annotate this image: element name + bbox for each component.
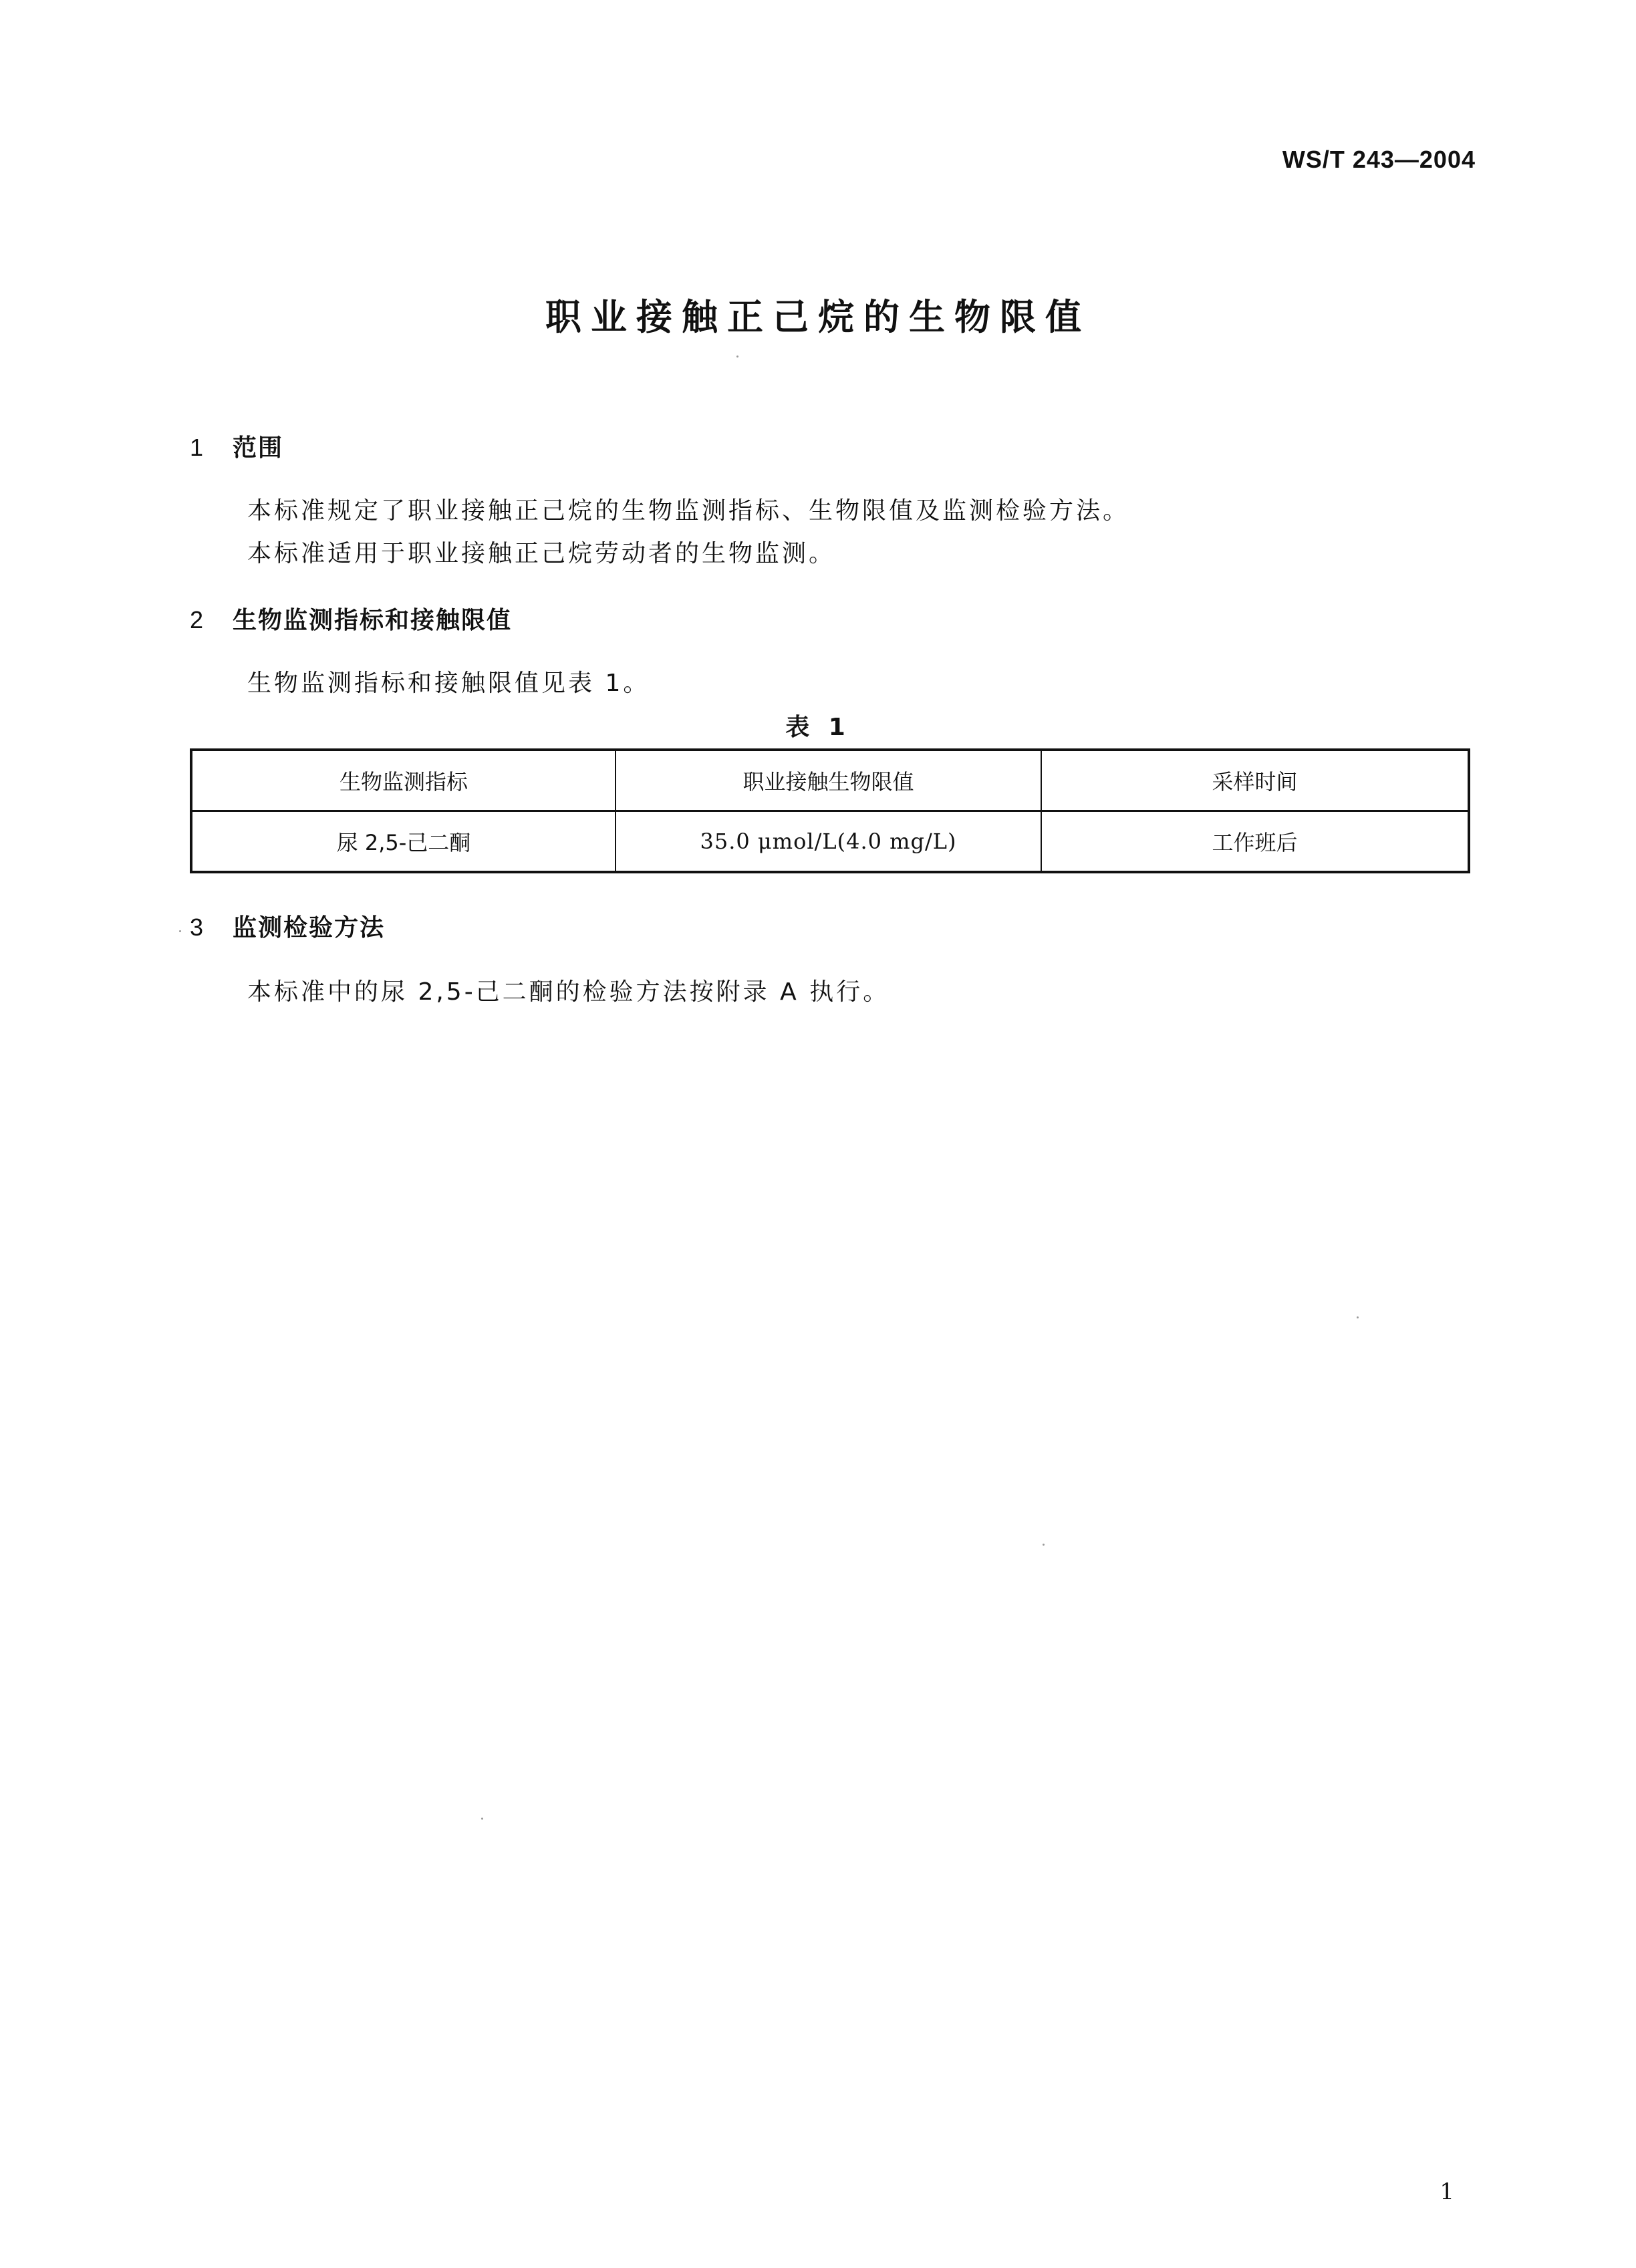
table-header-cell: 生物监测指标 — [191, 750, 616, 811]
table-cell: 工作班后 — [1041, 811, 1469, 873]
scan-speck — [179, 930, 181, 932]
standard-code: WS/T 243—2004 — [1282, 146, 1476, 173]
section-heading-methods — [190, 909, 385, 943]
section-title: 监测检验方法 — [233, 914, 386, 942]
paragraph-scope-1: 本标准规定了职业接触正己烷的生物监测指标、生物限值及监测检验方法。 — [247, 497, 1130, 525]
section-number: 3 — [190, 913, 205, 941]
section-heading-indicators — [190, 601, 512, 635]
paragraph-indicators: 生物监测指标和接触限值见表 1。 — [247, 670, 650, 697]
table-row — [191, 811, 1469, 873]
page-title: 职业接触正己烷的生物限值 — [545, 296, 1091, 338]
paragraph-methods: 本标准中的尿 2,5-己二酮的检验方法按附录 A 执行。 — [247, 978, 890, 1006]
table-cell: 尿 2,5-己二酮 — [191, 811, 616, 873]
paragraph-scope-2: 本标准适用于职业接触正己烷劳动者的生物监测。 — [247, 540, 836, 567]
section-number: 1 — [190, 434, 205, 461]
scan-speck — [1357, 1316, 1359, 1318]
table-caption: 表 1 — [785, 714, 851, 741]
table-header-row — [191, 750, 1469, 811]
table-cell: 35.0 μmol/L(4.0 mg/L) — [616, 811, 1041, 873]
section-number: 2 — [190, 606, 205, 633]
table-header-cell: 职业接触生物限值 — [616, 750, 1041, 811]
section-title: 范围 — [233, 434, 284, 462]
scan-speck — [481, 1818, 483, 1820]
page-number: 1 — [1440, 2178, 1454, 2205]
table-header-cell: 采样时间 — [1041, 750, 1469, 811]
scan-speck — [1043, 1544, 1045, 1546]
section-title: 生物监测指标和接触限值 — [233, 607, 513, 634]
limits-table — [190, 748, 1470, 873]
section-heading-scope — [190, 429, 283, 463]
scan-speck — [736, 356, 738, 358]
